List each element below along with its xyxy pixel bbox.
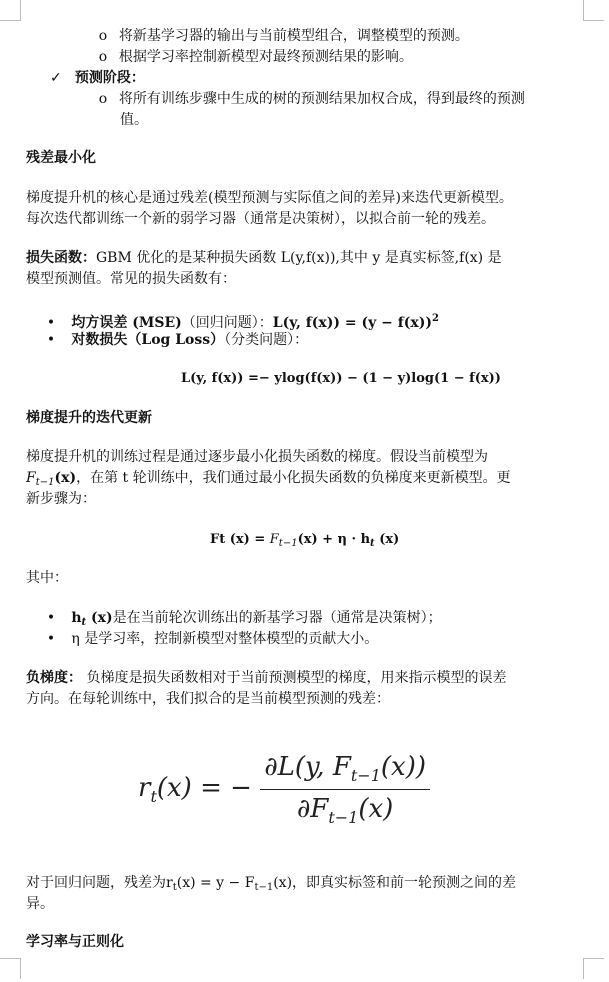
sub-list-item <box>96 26 469 46</box>
bullet-icon: • <box>46 315 56 331</box>
circle-bullet-icon: o <box>98 49 108 65</box>
bullet-icon: • <box>46 332 56 348</box>
formula-fraction <box>260 752 430 827</box>
paragraph-text: 负梯度是损失函数相对于当前预测模型的梯度，用来指示模型的误差 <box>82 670 507 686</box>
paragraph-text: ，在第 t 轮训练中，我们通过最小化损失函数的负梯度来更新模型。更 <box>76 470 511 486</box>
paragraph-line: 每次迭代都训练一个新的弱学习器（通常是决策树），以拟合前一轮的残差。 <box>26 211 495 227</box>
math-symbol: (x) <box>86 610 113 626</box>
formula-lhs <box>138 773 252 806</box>
negative-gradient-line <box>26 668 506 688</box>
section-heading-learning-rate: 学习率与正则化 <box>26 934 124 950</box>
math-symbol: h <box>71 610 82 626</box>
mse-exponent: 2 <box>431 313 439 324</box>
math-symbol: (x) <box>273 875 293 891</box>
fraction-numerator <box>260 752 430 790</box>
math-subscript: t−1 <box>254 882 274 893</box>
math-symbol: F <box>26 470 36 486</box>
loss-function-text: GBM 优化的是某种损失函数 L(y,f(x)),其中 y 是真实标签,f(x) 是 <box>96 250 502 266</box>
circle-bullet-icon: o <box>98 91 108 107</box>
loss-function-line <box>26 248 502 268</box>
formula-part: (x) <box>358 794 394 824</box>
formula-subscript: t <box>370 538 375 549</box>
mse-desc: （回归问题）： <box>181 315 273 331</box>
paragraph-line: 方向。在每轮训练中，我们拟合的是当前模型预测的残差： <box>26 691 390 707</box>
formula-part: (x) <box>374 532 400 547</box>
bullet-icon: • <box>46 631 56 647</box>
bullet-icon: • <box>46 610 56 626</box>
bullet-item-logloss <box>44 330 308 350</box>
paragraph-line: 异。 <box>26 896 54 912</box>
formula-subscript: t−1 <box>328 808 359 827</box>
bullet-item-eta <box>44 629 378 649</box>
corner-mark-bottom-left <box>0 958 21 979</box>
paragraph-line <box>26 468 511 493</box>
formula-part: F <box>269 532 279 547</box>
regression-residual-line <box>26 873 516 898</box>
sub-list-item <box>96 47 413 67</box>
fraction-denominator <box>260 790 430 827</box>
sub-list-item <box>96 89 525 109</box>
loss-function-label: 损失函数： <box>26 250 96 266</box>
paragraph-line: 梯度提升机的核心是通过残差(模型预测与实际值之间的差异)来迭代更新模型。 <box>26 190 513 206</box>
mse-formula: L(y, f(x)) = (y − f(x)) <box>272 315 432 331</box>
math-subscript: t <box>81 617 87 628</box>
stage-label: 预测阶段： <box>74 70 145 86</box>
sub-list-text: 根据学习率控制新模型对最终预测结果的影响。 <box>118 49 413 65</box>
paragraph-text: ，即真实标签和前一轮预测之间的差 <box>292 875 517 891</box>
math-subscript: t <box>172 882 177 893</box>
mse-label: 均方误差 (MSE) <box>71 315 182 331</box>
sub-list-text: 将新基学习器的输出与当前模型组合，调整模型的预测。 <box>118 28 469 44</box>
math-symbol: (x) <box>54 470 77 486</box>
section-heading-gradient: 梯度提升的迭代更新 <box>26 410 152 426</box>
formula-part: ∂F <box>296 794 329 824</box>
formula-part: (x)) <box>380 752 426 782</box>
formula-part: (x) + η · h <box>297 532 371 547</box>
paragraph-line: 梯度提升机的训练过程是通过逐步最小化损失函数的梯度。假设当前模型为 <box>26 449 488 465</box>
sub-list-text: 将所有训练步骤中生成的树的预测结果加权合成，得到最终的预测 <box>118 91 525 107</box>
formula-part: ∂L(y, F <box>264 752 351 782</box>
logloss-desc: （分类问题）： <box>224 332 309 348</box>
formula-part: (x) = − <box>156 773 252 803</box>
logloss-label: 对数损失（Log Loss） <box>71 332 225 348</box>
formula-part: r <box>138 773 151 803</box>
formula-subscript: t−1 <box>278 538 298 549</box>
logloss-formula: L(y, f(x)) =− ylog(f(x)) − (1 − y)log(1 − f(x)) <box>181 371 501 386</box>
circle-bullet-icon: o <box>98 28 108 44</box>
corner-mark-top-right <box>583 0 604 21</box>
math-symbol: r <box>166 875 173 891</box>
paragraph-line: 模型预测值。常见的损失函数有： <box>26 271 236 287</box>
bullet-text: 是在当前轮次训练出的新基学习器（通常是决策树）； <box>112 610 442 626</box>
math-symbol: (x) = y − F <box>176 875 255 891</box>
bullet-text: η 是学习率，控制新模型对整体模型的贡献大小。 <box>71 631 379 647</box>
formula-part: Ft (x) = <box>210 532 270 547</box>
corner-mark-top-left <box>0 0 21 21</box>
update-formula <box>210 530 399 554</box>
math-subscript: t−1 <box>35 477 55 488</box>
corner-mark-bottom-right <box>583 958 604 979</box>
paragraph-text: 对于回归问题，残差为 <box>26 875 166 891</box>
formula-subscript: t <box>150 787 157 806</box>
section-heading-residual: 残差最小化 <box>26 150 96 166</box>
paragraph-line: 新步骤为： <box>26 491 96 507</box>
stage-list-item <box>50 68 145 88</box>
checkmark-icon: ✓ <box>50 70 62 86</box>
formula-subscript: t−1 <box>350 766 381 785</box>
paragraph-line: 其中： <box>26 570 68 586</box>
negative-gradient-label: 负梯度： <box>26 670 82 686</box>
sub-list-text-continued: 值。 <box>120 112 148 128</box>
residual-big-formula <box>138 752 430 827</box>
